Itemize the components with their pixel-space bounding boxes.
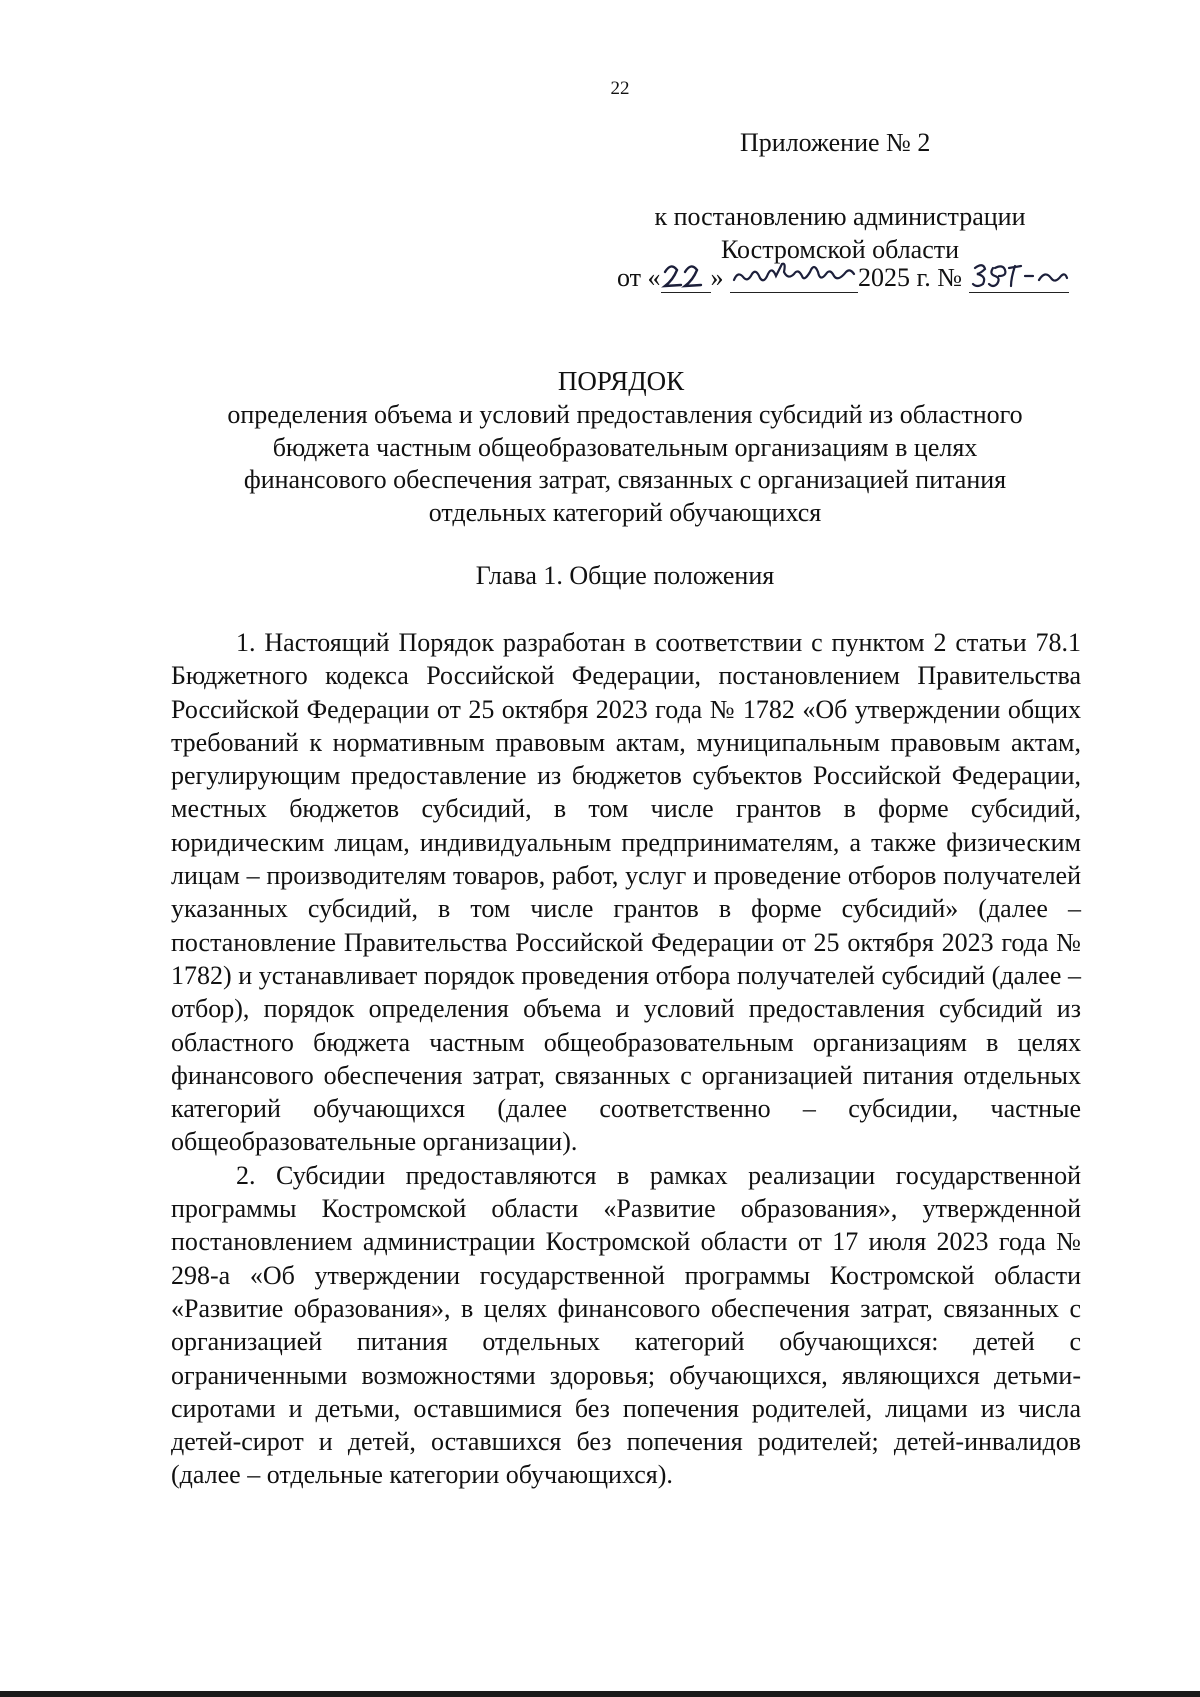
subtitle-line-3: финансового обеспечения затрат, связанных с организацией питания	[243, 465, 1007, 494]
decree-reference	[560, 200, 1120, 266]
handwritten-month	[730, 262, 858, 293]
document-title: ПОРЯДОК	[557, 366, 685, 396]
page-number: 22	[610, 78, 630, 99]
decree-line-2: Костромской области	[720, 235, 960, 264]
scan-bottom-edge	[0, 1691, 1200, 1697]
handwritten-month-scribble	[730, 260, 858, 290]
handwritten-number-scribble	[969, 260, 1069, 290]
date-prefix: от «	[617, 263, 661, 292]
handwritten-day	[661, 262, 711, 293]
decree-line-1: к постановлению администрации	[654, 202, 1026, 231]
document-subtitle	[180, 399, 1070, 529]
date-mid: »	[710, 263, 724, 292]
subtitle-line-4: отдельных категорий обучающихся	[428, 497, 822, 527]
decree-date-line	[617, 262, 1069, 293]
handwritten-number	[969, 262, 1069, 293]
chapter-title: Глава 1. Общие положения	[475, 561, 775, 590]
appendix-title: Приложение № 2	[740, 128, 931, 157]
handwritten-day-scribble	[661, 260, 711, 290]
date-year-and-number-label: 2025 г. №	[858, 263, 963, 292]
paragraph-1: 1. Настоящий Порядок разработан в соответствии с пунктом 2 статьи 78.1 Бюджетного кодекса Российской Федерации, постановлением Правительства Российской Федерации от 25 октября 2023 года № 1782 «Об утверждении общих требований к нормативным правовым актам, муниципальным правовым актам, регулирующим предоставление из бюджетов субъектов Российской Федерации, местных бюджетов субсидий, в том числе грантов в форме субсидий, юридическим лицам, индивидуальным предпринимателям, а также физическим лицам – производителям товаров, работ, услуг и проведение отборов получателей указанных субсидий, в том числе грантов в форме субсидий» (далее – постановление Правительства Российской Федерации от 25 октября 2023 года № 1782) и устанавливает порядок проведения отбора получателей субсидий (далее – отбор), порядок определения объема и условий предоставления субсидий из областного бюджета частным общеобразовательным организациям в целях финансового обеспечения затрат, связанных с организацией питания отдельных категорий обучающихся (далее соответственно – субсидии, частные общеобразовательные организации).	[171, 628, 1081, 1157]
subtitle-line-1: определения объема и условий предоставления субсидий из областного	[227, 400, 1023, 429]
document-body	[171, 626, 1081, 1492]
paragraph-2: 2. Субсидии предоставляются в рамках реализации государственной программы Костромской области «Развитие образования», утвержденной постановлением администрации Костромской области от 17 июля 2023 года № 298-а «Об утверждении государственной программы Костромской области «Развитие образования», в целях финансового обеспечения затрат, связанных с организацией питания отдельных категорий обучающихся: детей с ограниченными возможностями здоровья; обучающихся, являющихся детьми-сиротами и детьми, оставшимися без попечения родителей, лицами из числа детей-сирот и детей, оставшихся без попечения родителей; детей-инвалидов (далее – отдельные категории обучающихся).	[171, 1160, 1081, 1490]
subtitle-line-2: бюджета частным общеобразовательным организациям в целях	[272, 432, 978, 462]
